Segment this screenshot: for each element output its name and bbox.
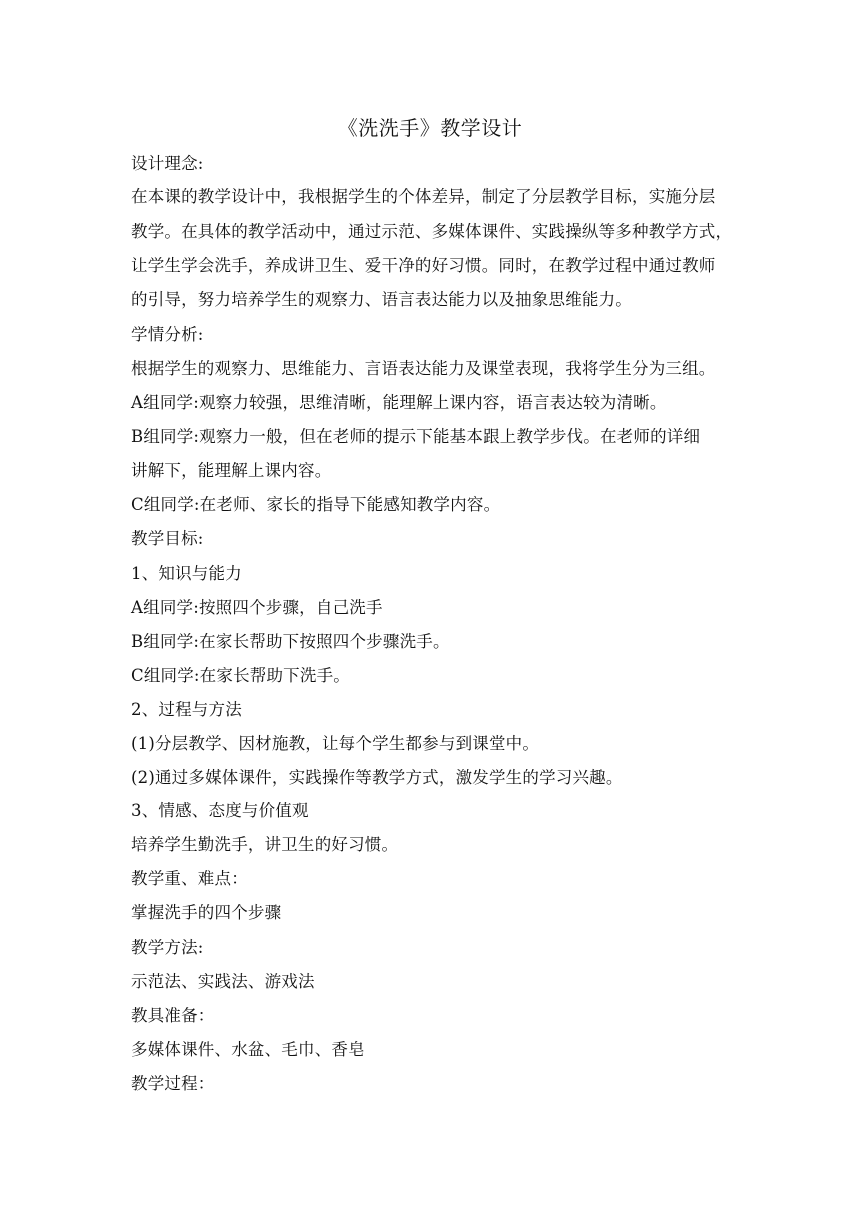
paragraph-line: A组同学:观察力较强，思维清晰，能理解上课内容，语言表达较为清晰。 xyxy=(131,393,667,412)
heading-student-analysis: 学情分析: xyxy=(131,325,204,344)
paragraph-line: 培养学生勤洗手，讲卫生的好习惯。 xyxy=(131,835,399,854)
subheading-line: 1、知识与能力 xyxy=(131,564,242,583)
paragraph-line: 多媒体课件、水盆、毛巾、香皂 xyxy=(131,1040,365,1059)
paragraph-line: C组同学:在老师、家长的指导下能感知教学内容。 xyxy=(131,495,501,514)
heading-design-concept: 设计理念: xyxy=(131,154,204,173)
paragraph-line: 教学。在具体的教学活动中，通过示范、多媒体课件、实践操纵等多种教学方式， xyxy=(131,222,733,241)
paragraph-line: B组同学:观察力一般，但在老师的提示下能基本跟上教学步伐。在老师的详细 xyxy=(131,427,701,446)
heading-teaching-goals: 教学目标: xyxy=(131,529,204,548)
paragraph-line: C组同学:在家长帮助下洗手。 xyxy=(131,666,350,685)
paragraph-line: 让学生学会洗手，养成讲卫生、爱干净的好习惯。同时，在教学过程中通过教师 xyxy=(131,256,716,275)
heading-key-points: 教学重、难点： xyxy=(131,869,248,888)
paragraph-line: B组同学:在家长帮助下按照四个步骤洗手。 xyxy=(131,632,450,651)
document-title: 《洗洗手》教学设计 xyxy=(337,116,523,140)
paragraph-line: 示范法、实践法、游戏法 xyxy=(131,972,315,991)
heading-teaching-aids: 教具准备： xyxy=(131,1006,215,1025)
heading-teaching-methods: 教学方法: xyxy=(131,938,204,957)
heading-teaching-process: 教学过程： xyxy=(131,1074,215,1093)
paragraph-line: 讲解下，能理解上课内容。 xyxy=(131,461,332,480)
paragraph-line: 在本课的教学设计中，我根据学生的个体差异，制定了分层教学目标，实施分层 xyxy=(131,187,716,206)
paragraph-line: 掌握洗手的四个步骤 xyxy=(131,903,282,922)
paragraph-line: (1)分层教学、因材施教，让每个学生都参与到课堂中。 xyxy=(131,734,540,753)
paragraph-line: 根据学生的观察力、思维能力、言语表达能力及课堂表现，我将学生分为三组。 xyxy=(131,359,716,378)
paragraph-line: (2)通过多媒体课件，实践操作等教学方式，激发学生的学习兴趣。 xyxy=(131,768,623,787)
subheading-line: 3、情感、态度与价值观 xyxy=(131,801,309,820)
paragraph-line: A组同学:按照四个步骤，自己洗手 xyxy=(131,598,383,617)
paragraph-line: 的引导，努力培养学生的观察力、语言表达能力以及抽象思维能力。 xyxy=(131,290,632,309)
subheading-line: 2、过程与方法 xyxy=(131,700,242,719)
